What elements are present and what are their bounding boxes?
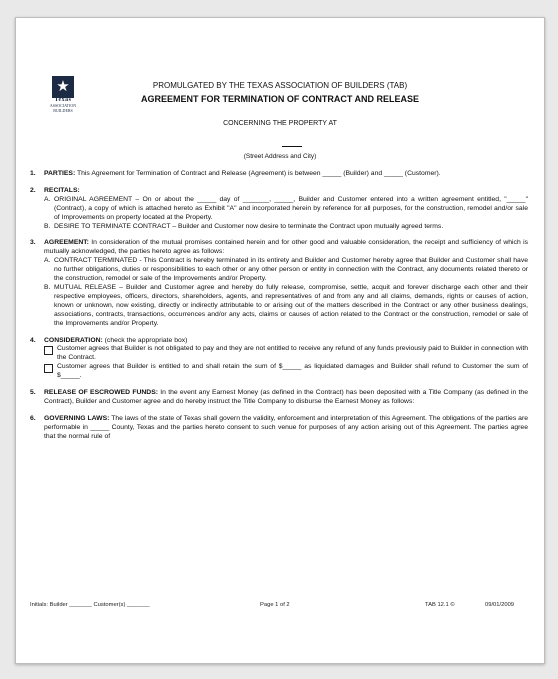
section-text: In consideration of the mutual promises contained herein and for other good and valuable consideration, the receipt and sufficiency of which is mutually acknowledged, the parties hereto agree as follows:	[44, 239, 528, 256]
section-number: 4.	[30, 336, 36, 344]
recital-b	[44, 223, 528, 232]
logo-text-line: Texas	[54, 97, 72, 103]
page-number: Page 1 of 2	[260, 602, 290, 608]
section-title: AGREEMENT:	[44, 239, 89, 247]
item-label: B.	[44, 222, 51, 230]
item-text: CONTRACT TERMINATED - This Contract is hereby terminated in its entirety and Builder and Customer hereby agree that Builder and Customer shall have no further obligations, duties or responsibilities to each other or any other person or entity in connection with the Contract, any documents related thereto or the construction, remodel or sale of the Improvements and/or Property.	[54, 257, 528, 283]
address-blank-line	[282, 146, 302, 147]
street-address-label: (Street Address and City)	[243, 153, 317, 160]
section-text: In the event any Earnest Money (as defined in the Contract) has been deposited with a Title Company (as defined in the Contract), Builder and Customer agree and do hereby instruct the Title Company to disburse the Earnest Money as follows:	[44, 389, 528, 405]
section-content	[44, 187, 528, 232]
form-number: TAB 12.1 ©	[425, 602, 455, 608]
item-label: B.	[44, 283, 51, 291]
form-date: 09/01/2009	[485, 602, 515, 608]
section-title: RELEASE OF ESCROWED FUNDS:	[44, 389, 159, 397]
checkbox[interactable]	[44, 364, 53, 373]
item-text: ORIGINAL AGREEMENT – On or about the _____ day of _______, _____, Builder and Customer entered into a written agreement entitled, "_____" (Contract), a copy of which is attached hereto as Exhibit "A" and incorporated herein by reference for all purposes, for the construction, remodel and/or sale of Improvements on property located at the Property.	[54, 195, 528, 221]
agreement-a	[44, 257, 528, 284]
section-number: 6.	[30, 414, 36, 422]
section-title: RECITALS:	[44, 186, 80, 194]
initials-line: Initials: Builder _______ Customer(s) _______	[30, 602, 150, 608]
logo-text-line: BUILDERS	[53, 108, 73, 113]
section-number: 1.	[30, 170, 36, 177]
concerning-line: CONCERNING THE PROPERTY AT	[223, 120, 337, 127]
agreement-b	[44, 284, 528, 329]
section-text: This Agreement for Termination of Contract and Release (Agreement) is between _____ (Builder) and _____ (Customer).	[75, 170, 441, 177]
consideration-option-1	[44, 345, 528, 363]
recital-a	[44, 196, 528, 223]
section-content	[44, 170, 528, 179]
consideration-option-2	[44, 363, 528, 381]
section-number: 3.	[30, 239, 36, 247]
option-text: Customer agrees that Builder is entitled to and shall retain the sum of $_____ as liquidated damages and Builder shall refund to Customer the sum of $_____.	[57, 363, 528, 380]
section-content	[44, 239, 528, 328]
section-text: The laws of the state of Texas shall govern the validity, enforcement and interpretation of this Agreement. The obligations of the parties are performable in _____ County, Texas and the parties hereto consent to such venue for purposes of any action arising out of this Agreement. The parties agree that the normal rule of	[44, 414, 529, 440]
document-page	[15, 17, 545, 664]
item-text: MUTUAL RELEASE – Builder and Customer agree and hereby do fully release, compromise, settle, acquit and forever discharge each other and their respective employees, officers, directors, shareholders, agents, and representatives of and from any and all claims, demands, rights or causes of action, known or unknown, now existing, directly or indirectly attributable to or arising out of the matters described in the Contract or any other business dealings, associations, contracts, transactions, occurrences and/or any acts, claims or causes of action related to the Contract or the construction, remodel or sale of the Improvements and/or Property.	[54, 283, 528, 327]
section-content	[44, 389, 528, 407]
section-title: GOVERNING LAWS:	[44, 414, 110, 422]
document-title: AGREEMENT FOR TERMINATION OF CONTRACT AND RELEASE	[141, 94, 419, 104]
section-number: 2.	[30, 186, 36, 194]
item-label: A.	[44, 257, 51, 265]
logo-text-line: ASSOCIATION	[49, 103, 77, 108]
section-note: (check the appropriate box)	[102, 336, 188, 344]
section-title: PARTIES:	[44, 170, 76, 177]
section-escrow	[30, 389, 528, 407]
document-body	[30, 170, 528, 442]
section-content	[44, 415, 528, 442]
section-consideration	[30, 337, 528, 382]
star-icon: ★	[52, 76, 74, 98]
section-parties	[30, 170, 528, 179]
section-recitals	[30, 187, 528, 232]
item-label: A.	[44, 195, 51, 203]
section-number: 5.	[30, 389, 36, 397]
section-content	[44, 337, 528, 382]
promulgated-line: PROMULGATED BY THE TEXAS ASSOCIATION OF BUILDERS (TAB)	[152, 81, 408, 90]
section-governing-laws	[30, 415, 528, 442]
item-text: DESIRE TO TERMINATE CONTRACT – Builder and Customer now desire to terminate the Contract upon mutually agreed terms.	[54, 222, 444, 230]
section-agreement	[30, 239, 528, 328]
section-title: CONSIDERATION:	[44, 336, 103, 344]
checkbox[interactable]	[44, 346, 53, 355]
option-text: Customer agrees that Builder is not obligated to pay and they are not entitled to receive any refund of any funds previously paid to Builder in connection with the Contract.	[57, 345, 528, 362]
